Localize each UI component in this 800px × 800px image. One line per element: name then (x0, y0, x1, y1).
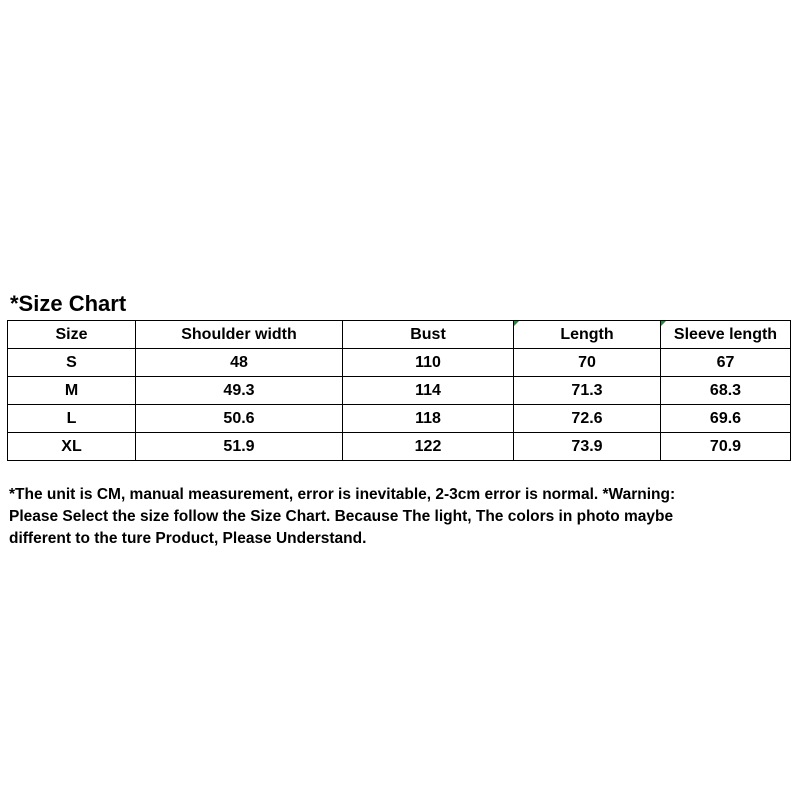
table-header-row (8, 321, 791, 349)
note-line: *The unit is CM, manual measurement, error is inevitable, 2-3cm error is normal. *Warning: (9, 486, 676, 503)
header-shoulder-width: Shoulder width (136, 321, 343, 349)
cell-size: S (8, 349, 136, 377)
header-sleeve-length-label: Sleeve length (673, 325, 778, 343)
measurement-note (9, 484, 779, 550)
cell-shoulder-width: 48 (136, 349, 343, 377)
header-length-label: Length (560, 325, 614, 343)
note-line: Please Select the size follow the Size Chart. Because The light, The colors in photo maybe (9, 508, 674, 525)
header-size: Size (8, 321, 136, 349)
table-row (8, 433, 791, 461)
cell-corner-marker (514, 321, 519, 326)
cell-shoulder-width: 51.9 (136, 433, 343, 461)
cell-size: XL (8, 433, 136, 461)
cell-length: 71.3 (514, 377, 661, 405)
header-length (514, 321, 661, 349)
cell-sleeve-length: 67 (661, 349, 791, 377)
header-bust: Bust (343, 321, 514, 349)
table-row (8, 349, 791, 377)
cell-size: L (8, 405, 136, 433)
cell-shoulder-width: 49.3 (136, 377, 343, 405)
size-table (7, 320, 791, 461)
table-row (8, 377, 791, 405)
cell-length: 72.6 (514, 405, 661, 433)
cell-sleeve-length: 68.3 (661, 377, 791, 405)
cell-shoulder-width: 50.6 (136, 405, 343, 433)
cell-bust: 110 (343, 349, 514, 377)
cell-corner-marker (661, 321, 666, 326)
cell-length: 70 (514, 349, 661, 377)
cell-sleeve-length: 70.9 (661, 433, 791, 461)
header-sleeve-length (661, 321, 791, 349)
cell-length: 73.9 (514, 433, 661, 461)
cell-bust: 114 (343, 377, 514, 405)
table-row (8, 405, 791, 433)
cell-sleeve-length: 69.6 (661, 405, 791, 433)
cell-bust: 118 (343, 405, 514, 433)
cell-size: M (8, 377, 136, 405)
note-line: different to the ture Product, Please Understand. (9, 530, 367, 547)
size-chart-title: *Size Chart (10, 291, 127, 316)
cell-bust: 122 (343, 433, 514, 461)
